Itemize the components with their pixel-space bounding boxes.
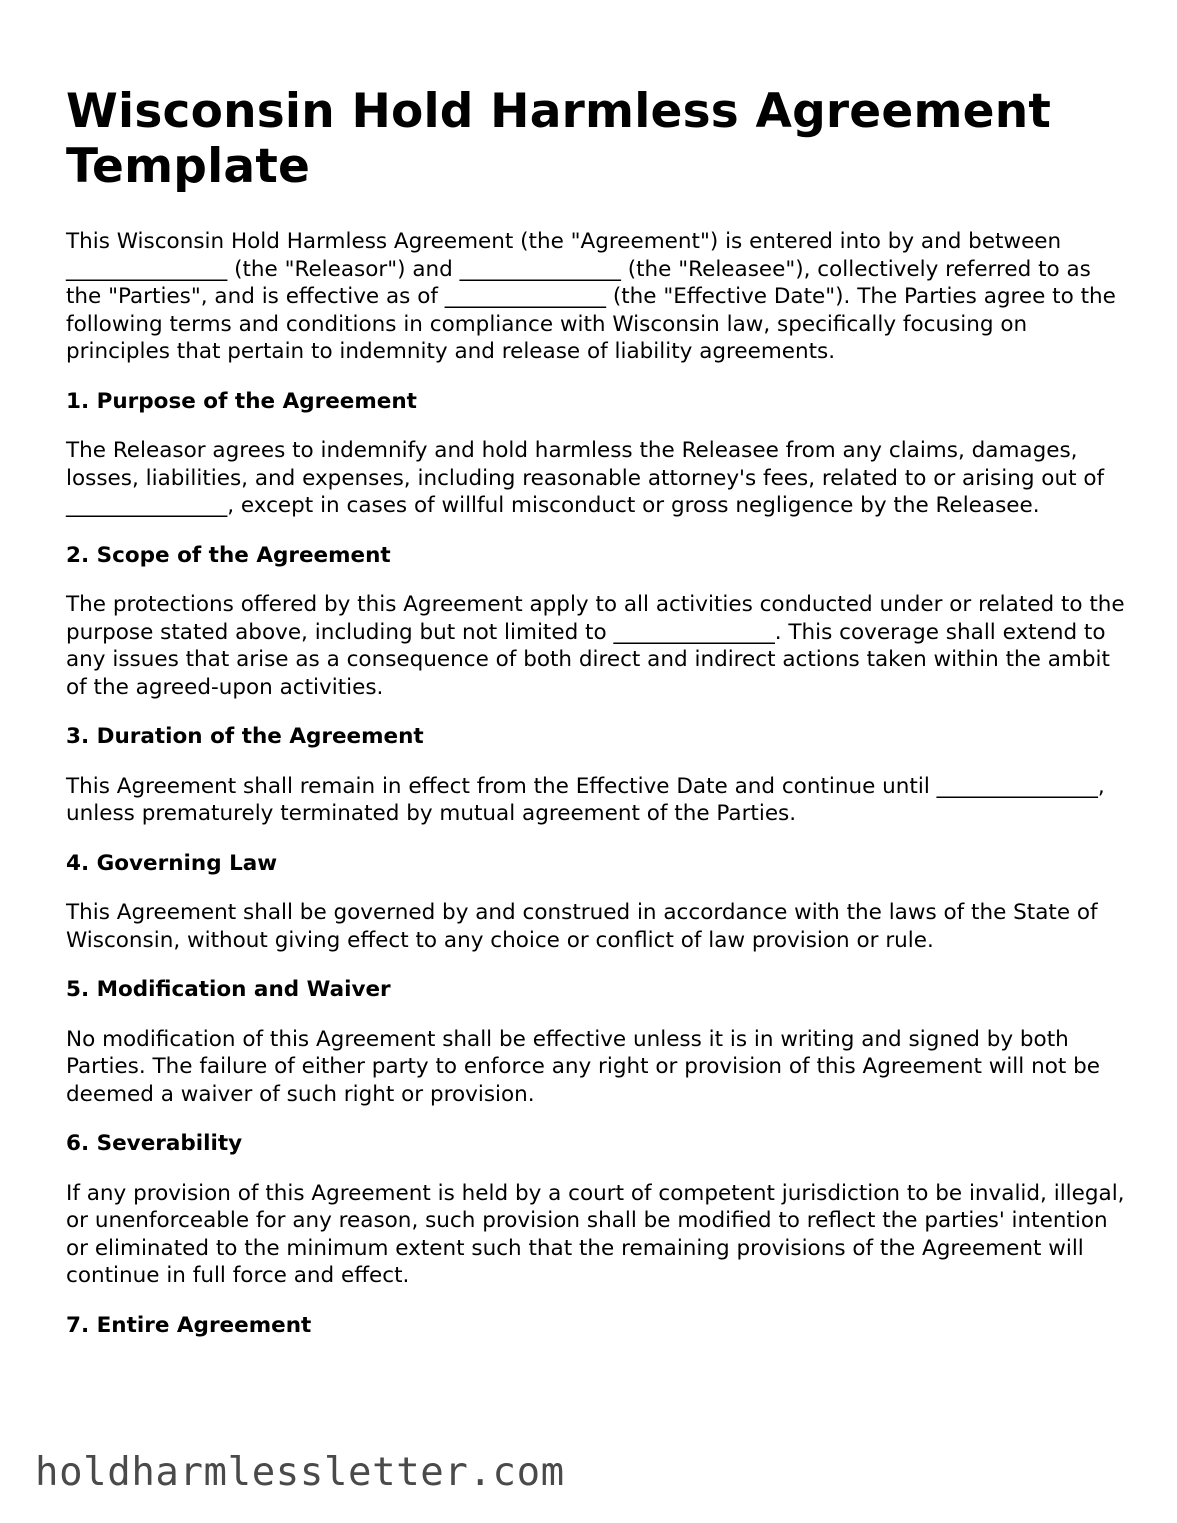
site-watermark: holdharmlessletter.com bbox=[35, 1450, 565, 1495]
section-body: No modification of this Agreement shall be effective unless it is in writing and signed by both Parties. The failure of either party to enforce any right or provision of this Agreement will not be deemed a waiver of such right or provision. bbox=[66, 1026, 1101, 1107]
section-heading: 6. Severability bbox=[66, 1131, 243, 1156]
section-severability bbox=[66, 1130, 1126, 1290]
section-heading: 3. Duration of the Agreement bbox=[66, 724, 424, 749]
section-governing-law bbox=[66, 850, 1126, 955]
section-body: The protections offered by this Agreement apply to all activities conducted under or related to the purpose stated above, including but not limited to _______________. This coverage shall extend to any issues that arise as a consequence of both direct and indirect actions taken within the ambit of the agreed-upon activities. bbox=[66, 592, 1125, 700]
section-modification-waiver bbox=[66, 976, 1126, 1108]
section-purpose bbox=[66, 388, 1126, 520]
section-heading: 4. Governing Law bbox=[66, 850, 278, 876]
section-body: The Releasor agrees to indemnify and hold harmless the Releasee from any claims, damages, losses, liabilities, and expenses, including reasonable attorney's fees, related to or arising out of _______________, except in cases of willful misconduct or gross negligence by the Releasee. bbox=[66, 438, 1105, 518]
section-entire-agreement bbox=[66, 1312, 1126, 1340]
section-heading: 5. Modification and Waiver bbox=[66, 977, 391, 1002]
section-heading: 2. Scope of the Agreement bbox=[66, 542, 391, 568]
section-heading: 7. Entire Agreement bbox=[66, 1312, 312, 1338]
section-scope bbox=[66, 542, 1126, 702]
document-page bbox=[66, 84, 1126, 1361]
document-title: Wisconsin Hold Harmless Agreement Template bbox=[66, 84, 1052, 194]
section-body: This Agreement shall be governed by and construed in accordance with the laws of the State of Wisconsin, without giving effect to any choice or conflict of law provision or rule. bbox=[66, 900, 1098, 953]
section-body: If any provision of this Agreement is held by a court of competent jurisdiction to be invalid, illegal, or unenforceable for any reason, such provision shall be modified to reflect the parties' intention or eliminated to the minimum extent such that the remaining provisions of the Agreement will continue in full force and effect. bbox=[66, 1180, 1125, 1288]
intro-paragraph: This Wisconsin Hold Harmless Agreement (the "Agreement") is entered into by and between _______________ (the "Releasor") and _______________ (the "Releasee"), collectively referred to as the "Parties", and is effective as of _______________ (the "Effective Date"). The Parties agree to the following terms and conditions in compliance with Wisconsin law, specifically focusing on principles that pertain to indemnity and release of liability agreements. bbox=[66, 229, 1116, 364]
section-body: This Agreement shall remain in effect from the Effective Date and continue until _______________, unless prematurely terminated by mutual agreement of the Parties. bbox=[66, 773, 1105, 826]
section-heading: 1. Purpose of the Agreement bbox=[66, 388, 417, 414]
section-duration bbox=[66, 723, 1126, 828]
